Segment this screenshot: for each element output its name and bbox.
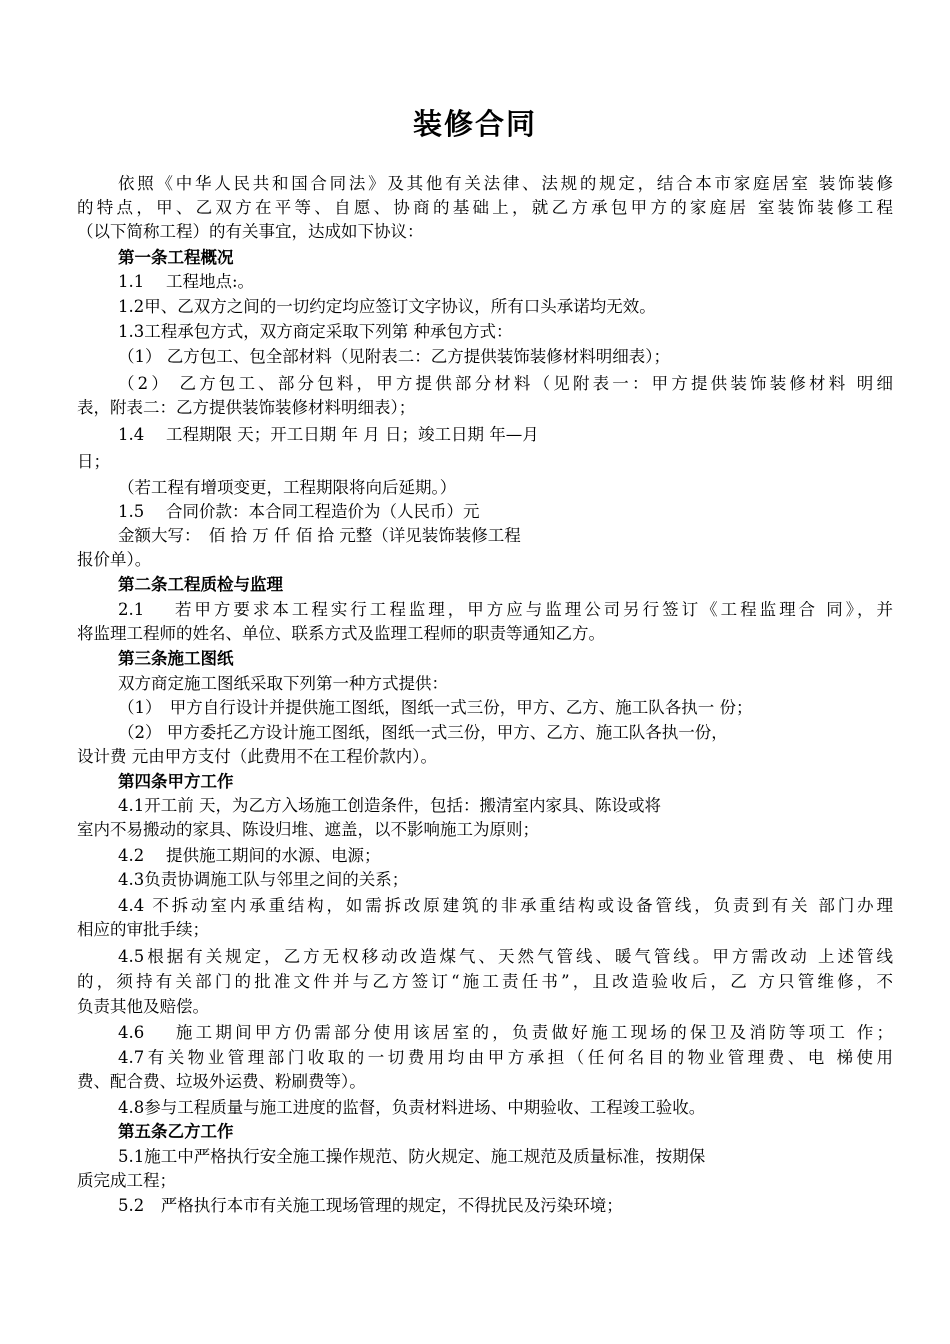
clause-1-1: 1.1 工程地点:。 [118, 272, 255, 291]
clause-4-1-cont: 室内不易搬动的家具、陈设归堆、遮盖，以不影响施工为原则； [77, 820, 539, 839]
clause-1-4: 1.4 工程期限 天；开工日期 年 月 日；竣工日期 年—月 [118, 425, 539, 444]
clause-1-3-option-2-cont: 表，附表二：乙方提供装饰装修材料明细表）； [77, 398, 416, 417]
clause-1-5: 1.5 合同价款：本合同工程造价为（人民币）元 [118, 502, 480, 521]
clause-4-7: 4.7有关物业管理部门收取的一切费用均由甲方承担（任何名目的物业管理费、电 梯使用 [118, 1048, 893, 1067]
clause-2-1-cont: 将监理工程师的姓名、单位、联系方式及监理工程师的职责等通知乙方。 [77, 624, 605, 643]
clause-1-4-cont: 日； [77, 452, 110, 471]
clause-4-1: 4.1开工前 天，为乙方入场施工创造条件，包括：搬清室内家具、陈设或将 [118, 796, 661, 815]
section-heading-1: 第一条工程概况 [118, 248, 234, 267]
clause-3-option-2-cont: 设计费 元由甲方支付（此费用不在工程价款内）。 [77, 747, 437, 766]
clause-4-7-cont: 费、配合费、垃圾外运费、粉刷费等）。 [77, 1072, 366, 1091]
clause-1-5-amount: 金额大写： 佰 拾 万 仟 佰 拾 元整（详见装饰装修工程 [118, 526, 521, 545]
section-heading-2: 第二条工程质检与监理 [118, 575, 283, 594]
clause-4-5-cont-1: 的，须持有关部门的批准文件并与乙方签订“施工责任书”，且改造验收后，乙 方只管维修，不 [77, 972, 893, 991]
section-heading-3: 第三条施工图纸 [118, 649, 234, 668]
clause-4-4-cont: 相应的审批手续； [77, 920, 209, 939]
clause-1-3-option-2: （2） 乙方包工、部分包料，甲方提供部分材料（见附表一：甲方提供装饰装修材料 明细 [118, 374, 893, 393]
clause-1-3-option-1: （1） 乙方包工、包全部材料（见附表二：乙方提供装饰装修材料明细表）； [118, 347, 670, 366]
clause-2-1: 2.1 若甲方要求本工程实行工程监理，甲方应与监理公司另行签订《工程监理合 同》，并 [118, 600, 893, 619]
clause-4-2: 4.2 提供施工期间的水源、电源； [118, 846, 381, 865]
clause-4-4: 4.4 不拆动室内承重结构，如需拆改原建筑的非承重结构或设备管线，负责到有关 部门办理 [118, 896, 893, 915]
document-title: 装修合同 [412, 107, 537, 141]
clause-1-2: 1.2甲、乙双方之间的一切约定均应签订文字协议，所有口头承诺均无效。 [118, 297, 656, 316]
clause-1-3: 1.3工程承包方式，双方商定采取下列第 种承包方式： [118, 322, 513, 341]
clause-4-3: 4.3负责协调施工队与邻里之间的关系； [118, 870, 409, 889]
intro-line-1: 依照《中华人民共和国合同法》及其他有关法律、法规的规定，结合本市家庭居室 装饰装修 [118, 174, 893, 193]
intro-line-3: （以下简称工程）的有关事宜，达成如下协议： [77, 222, 424, 241]
clause-1-4-note: （若工程有增项变更，工程期限将向后延期。） [118, 478, 457, 497]
clause-3-intro: 双方商定施工图纸采取下列第一种方式提供： [118, 674, 448, 693]
clause-4-6: 4.6 施工期间甲方仍需部分使用该居室的，负责做好施工现场的保卫及消防等项工 作； [118, 1023, 893, 1042]
section-heading-4: 第四条甲方工作 [118, 772, 234, 791]
clause-3-option-2: （2） 甲方委托乙方设计施工图纸，图纸一式三份，甲方、乙方、施工队各执一份， [118, 723, 728, 742]
clause-5-2: 5.2 严格执行本市有关施工现场管理的规定，不得扰民及污染环境； [118, 1196, 623, 1215]
clause-4-5-cont-2: 负责其他及赔偿。 [77, 997, 209, 1016]
clause-5-1-cont: 质完成工程； [77, 1171, 176, 1190]
intro-line-2: 的特点，甲、乙双方在平等、自愿、协商的基础上，就乙方承包甲方的家庭居 室装饰装修工程 [77, 198, 893, 217]
clause-4-8: 4.8参与工程质量与施工进度的监督，负责材料进场、中期验收、工程竣工验收。 [118, 1098, 706, 1117]
clause-5-1: 5.1施工中严格执行安全施工操作规范、防火规定、施工规范及质量标准，按期保 [118, 1147, 706, 1166]
clause-3-option-1: （1） 甲方自行设计并提供施工图纸，图纸一式三份，甲方、乙方、施工队各执一 份； [118, 698, 753, 717]
section-heading-5: 第五条乙方工作 [118, 1122, 234, 1141]
clause-4-5: 4.5根据有关规定，乙方无权移动改造煤气、天然气管线、暖气管线。甲方需改动 上述管线 [118, 947, 893, 966]
clause-1-5-cont: 报价单）。 [77, 550, 152, 569]
